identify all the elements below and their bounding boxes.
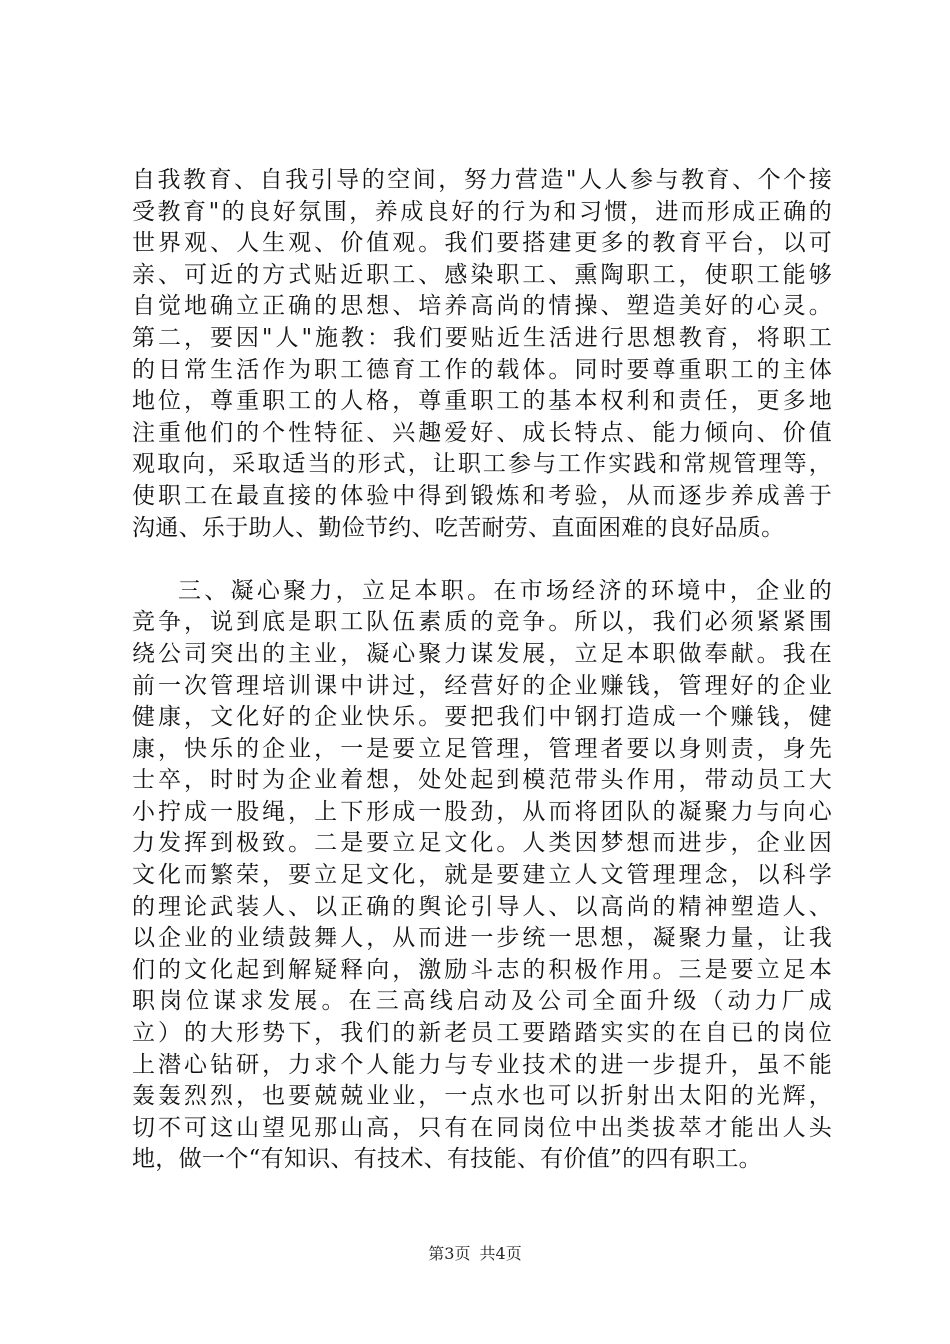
text-line: 文化而繁荣，要立足文化，就是要建立人文管理理念，以科学 (132, 862, 832, 889)
text-line: 切不可这山望见那山高，只有在同岗位中出类拔萃才能出人头 (132, 1114, 832, 1141)
text-line: 职岗位谋求发展。在三高线启动及公司全面升级（动力厂成 (132, 988, 832, 1015)
text-line: 以企业的业绩鼓舞人，从而进一步统一思想，凝聚力量，让我 (132, 925, 832, 952)
text-line: 轰轰烈烈，也要兢兢业业，一点水也可以折射出太阳的光辉， (132, 1083, 832, 1110)
page-number: 第3页 (428, 1244, 471, 1263)
text-line: 前一次管理培训课中讲过，经营好的企业赚钱，管理好的企业 (132, 672, 832, 699)
text-line: 沟通、乐于助人、勤俭节约、吃苦耐劳、直面困难的良好品质。 (132, 514, 785, 541)
text-line: 竞争，说到底是职工队伍素质的竞争。所以，我们必须紧紧围 (132, 609, 832, 636)
text-line: 绕公司突出的主业，凝心聚力谋发展，立足本职做奉献。我在 (132, 640, 832, 667)
text-line: 三、凝心聚力，立足本职。在市场经济的环境中，企业的 (178, 577, 832, 604)
paragraph-2 (132, 576, 832, 1176)
text-line: 观取向，采取适当的形式，让职工参与工作实践和常规管理等， (132, 451, 832, 478)
text-line: 小拧成一股绳，上下形成一股劲，从而将团队的凝聚力与向心 (132, 798, 832, 825)
text-line: 的日常生活作为职工德育工作的载体。同时要尊重职工的主体 (132, 356, 832, 383)
text-line: 使职工在最直接的体验中得到锻炼和考验，从而逐步养成善于 (132, 482, 832, 509)
document-body (132, 165, 832, 1176)
text-line: 立）的大形势下，我们的新老员工要踏踏实实的在自已的岗位 (132, 1020, 832, 1047)
text-line: 受教育"的良好氛围，养成良好的行为和习惯，进而形成正确的 (132, 198, 832, 225)
text-line: 地，做一个“有知识、有技术、有技能、有价值”的四有职工。 (132, 1146, 762, 1173)
page-total: 共4页 (479, 1244, 522, 1263)
text-line: 们的文化起到解疑释向，激励斗志的积极作用。三是要立足本 (132, 956, 832, 983)
text-line: 自我教育、自我引导的空间，努力营造"人人参与教育、个个接 (132, 167, 832, 193)
paragraph-1 (132, 165, 832, 544)
page-footer (0, 1244, 950, 1264)
text-line: 力发挥到极致。二是要立足文化。人类因梦想而进步，企业因 (132, 830, 832, 857)
text-line: 康，快乐的企业，一是要立足管理，管理者要以身则责，身先 (132, 735, 832, 762)
text-line: 第二，要因"人"施教：我们要贴近生活进行思想教育，将职工 (132, 324, 832, 351)
text-line: 亲、可近的方式贴近职工、感染职工、熏陶职工，使职工能够 (132, 261, 832, 288)
text-line: 地位，尊重职工的人格，尊重职工的基本权利和责任，更多地 (132, 388, 832, 415)
text-line: 士卒，时时为企业着想，处处起到模范带头作用，带动员工大 (132, 767, 832, 794)
text-line: 健康，文化好的企业快乐。要把我们中钢打造成一个赚钱，健 (132, 704, 832, 731)
text-line: 自觉地确立正确的思想、培养高尚的情操、塑造美好的心灵。 (132, 293, 832, 320)
text-line: 的理论武装人、以正确的舆论引导人、以高尚的精神塑造人、 (132, 893, 832, 920)
text-line: 注重他们的个性特征、兴趣爱好、成长特点、能力倾向、价值 (132, 419, 832, 446)
paragraph-spacer (132, 544, 832, 576)
text-line: 世界观、人生观、价值观。我们要搭建更多的教育平台，以可 (132, 230, 832, 257)
text-line: 上潜心钻研，力求个人能力与专业技术的进一步提升，虽不能 (132, 1051, 832, 1078)
